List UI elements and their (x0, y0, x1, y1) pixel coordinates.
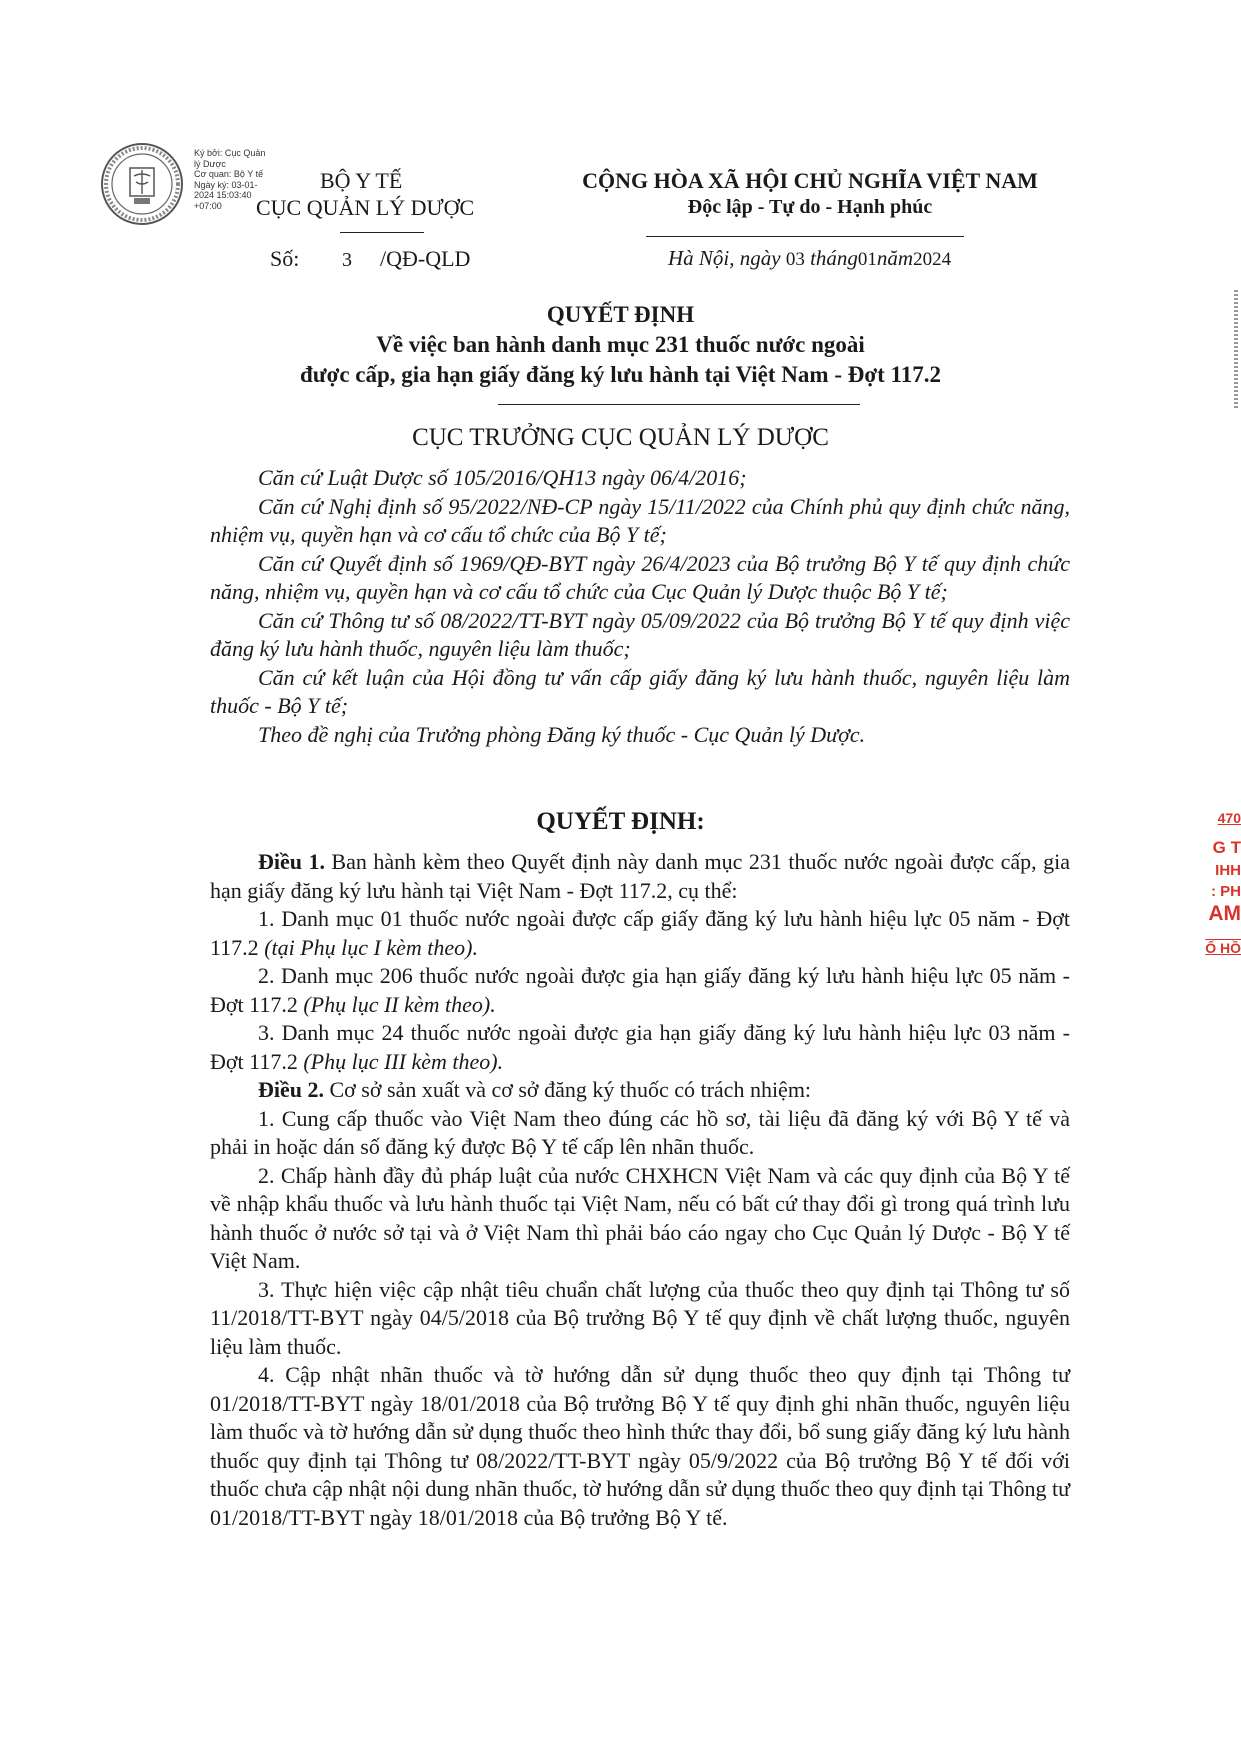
preamble-item: Căn cứ kết luận của Hội đồng tư vấn cấp giấy đăng ký lưu hành thuốc, nguyên liệu làm thuốc - Bộ Y tế; (210, 664, 1070, 718)
title-divider (498, 404, 860, 405)
scan-edge-artifact (1234, 290, 1238, 410)
article-1-item (210, 962, 1070, 1019)
document-subject-line1: Về việc ban hành danh mục 231 thuốc nước ngoài (376, 332, 865, 357)
item-note: (Phụ lục II kèm theo). (303, 991, 496, 1017)
article-2-text: Cơ sở sản xuất và cơ sở đăng ký thuốc có trách nhiệm: (324, 1077, 812, 1102)
margin-mark: Ố HỒ (1205, 940, 1241, 956)
item-note: (Phụ lục III kèm theo). (303, 1048, 504, 1074)
header-divider-left (340, 232, 424, 233)
number-label: Số: (270, 246, 300, 271)
number-value: 3 (342, 249, 352, 271)
national-motto: Độc lập - Tự do - Hạnh phúc (687, 196, 933, 218)
header-divider-right (646, 236, 964, 237)
article-2-item: 2. Chấp hành đầy đủ pháp luật của nước CHXHCN Việt Nam và các quy định của Bộ Y tế về nhập khẩu thuốc và lưu hành thuốc tại Việt Nam, nếu có bất cứ thay đổi gì trong quá trình lưu hành thuốc ở nước sở tại và ở Việt Nam thì phải báo cáo ngay cho Cục Quản lý Dược - Bộ Y tế Việt Nam. (210, 1162, 1070, 1273)
article-1-item (210, 1019, 1070, 1076)
republic-name: CỘNG HÒA XÃ HỘI CHỦ NGHĨA VIỆT NAM (582, 168, 1038, 193)
document-number (270, 246, 470, 272)
item-text: 2. Danh mục 206 thuốc nước ngoài được gia hạn giấy đăng ký lưu hành hiệu lực 05 năm - Đợt 117.2 (210, 963, 1070, 1017)
article-1-item (210, 905, 1070, 962)
date-day: 03 (785, 249, 805, 270)
preamble-item: Căn cứ Thông tư số 08/2022/TT-BYT ngày 05/09/2022 của Bộ trưởng Bộ Y tế quy định việc đăng ký lưu hành thuốc, nguyên liệu làm thuốc; (210, 607, 1070, 661)
article-2-label: Điều 2. (258, 1077, 324, 1102)
date-month: 01 (857, 249, 877, 270)
authority-title: CỤC TRƯỞNG CỤC QUẢN LÝ DƯỢC (412, 424, 829, 451)
number-suffix: /QĐ-QLD (380, 246, 471, 271)
signature-line: lý Dược (194, 158, 226, 169)
article-2-item: 3. Thực hiện việc cập nhật tiêu chuẩn chất lượng của thuốc theo quy định tại Thông tư số 11/2018/TT-BYT ngày 04/5/2018 của Bộ trưởng Bộ Y tế quy định về chất lượng thuốc, nguyên liệu làm thuốc. (210, 1276, 1070, 1359)
article-1-label: Điều 1. (258, 849, 325, 874)
official-seal-icon (100, 142, 184, 226)
date-year-word: năm (876, 246, 914, 270)
article-1 (210, 848, 1070, 905)
item-text: 3. Danh mục 24 thuốc nước ngoài được gia hạn giấy đăng ký lưu hành hiệu lực 03 năm - Đợt 117.2 (210, 1020, 1070, 1074)
article-2-item: 1. Cung cấp thuốc vào Việt Nam theo đúng các hồ sơ, tài liệu đã đăng ký với Bộ Y tế và phải in hoặc dán số đăng ký được Bộ Y tế cấp lên nhãn thuốc. (210, 1105, 1070, 1159)
preamble-item: Căn cứ Nghị định số 95/2022/NĐ-CP ngày 15/11/2022 của Chính phủ quy định chức năng, nhiệm vụ, quyền hạn và cơ cấu tổ chức của Bộ Y tế; (210, 493, 1070, 547)
item-text: 1. Danh mục 01 thuốc nước ngoài được cấp giấy đăng ký lưu hành hiệu lực 05 năm - Đợt 117.2 (210, 906, 1070, 960)
item-note: (tại Phụ lục I kèm theo). (264, 934, 478, 960)
date-month-word: tháng (810, 246, 858, 270)
date-year: 2024 (913, 249, 952, 270)
margin-mark: AM (1208, 902, 1241, 925)
article-2-item: 4. Cập nhật nhãn thuốc và tờ hướng dẫn sử dụng thuốc theo quy định tại Thông tư 01/2018/TT-BYT ngày 18/01/2018 của Bộ trưởng Bộ Y tế quy định ghi nhãn thuốc, nguyên liệu làm thuốc và tờ hướng dẫn sử dụng thuốc theo hình thức thay đổi, bổ sung giấy đăng ký lưu hành thuốc quy định tại Thông tư 08/2022/TT-BYT ngày 05/9/2022 của Bộ trưởng Bộ Y tế đối với thuốc chưa cập nhật nội dung nhãn thuốc, tờ hướng dẫn sử dụng thuốc theo quy định tại Thông tư 01/2018/TT-BYT ngày 18/01/2018 của Bộ trưởng Bộ Y tế. (210, 1362, 1070, 1530)
signature-line: Cơ quan: Bộ Y tế (194, 169, 264, 179)
margin-mark: : PH (1211, 883, 1241, 900)
margin-mark: IHH (1215, 862, 1241, 879)
margin-mark: 470 (1217, 810, 1241, 826)
margin-stamp-marks (1196, 810, 1241, 956)
decision-heading: QUYẾT ĐỊNH: (536, 808, 705, 835)
preamble-item: Căn cứ Quyết định số 1969/QĐ-BYT ngày 26/4/2023 của Bộ trưởng Bộ Y tế quy định chức năng, nhiệm vụ, quyền hạn và cơ cấu tổ chức của Cục Quản lý Dược thuộc Bộ Y tế; (210, 550, 1070, 604)
margin-mark: G T (1212, 838, 1241, 857)
ministry-name: BỘ Y TẾ (320, 168, 403, 193)
document-subject-line2: được cấp, gia hạn giấy đăng ký lưu hành tại Việt Nam - Đợt 117.2 (300, 362, 941, 387)
article-1-text: Ban hành kèm theo Quyết định này danh mục 231 thuốc nước ngoài được cấp, gia hạn giấy đăng ký lưu hành tại Việt Nam - Đợt 117.2, cụ thể: (210, 849, 1070, 903)
signature-line: Ngày ký: 03-01- (194, 179, 258, 190)
issue-date (668, 246, 951, 271)
decision-body (210, 848, 1070, 1532)
preamble-item: Căn cứ Luật Dược số 105/2016/QH13 ngày 06/4/2016; (258, 465, 747, 490)
department-name: CỤC QUẢN LÝ DƯỢC (256, 195, 475, 220)
signature-line: +07:00 (194, 200, 222, 211)
preamble-item: Theo đề nghị của Trưởng phòng Đăng ký thuốc - Cục Quản lý Dược. (258, 721, 866, 747)
signature-line: Ký bởi: Cục Quản (194, 148, 266, 158)
signature-line: 2024 15:03:40 (194, 190, 252, 200)
article-2 (210, 1076, 1070, 1105)
document-type-title: QUYẾT ĐỊNH (546, 302, 695, 327)
preamble (210, 464, 1070, 749)
date-prefix: Hà Nội, ngày (668, 246, 781, 270)
